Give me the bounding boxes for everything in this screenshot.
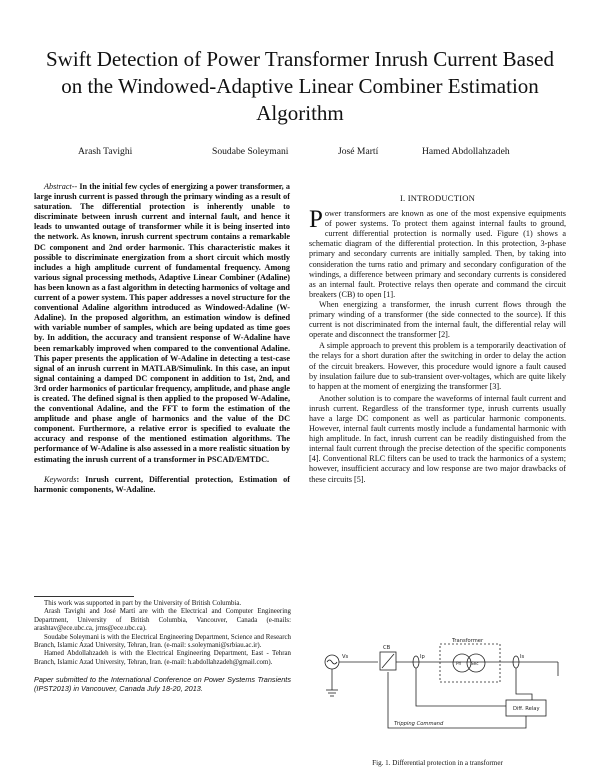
- drop-cap: P: [309, 206, 323, 234]
- cb-label: CB: [383, 645, 391, 651]
- is-label: Is: [520, 654, 525, 660]
- section-heading: I. INTRODUCTION: [399, 193, 476, 203]
- keywords-label: Keywords: [44, 474, 77, 484]
- keywords: [34, 475, 290, 495]
- relay-label: Diff. Relay: [513, 706, 540, 712]
- footnote: Hamed Abdollahzadeh is with the Electrical Engineering Department, East - Tehran Branch, Islamic Azad University, Tehran, Iran. (e-mail: h.abdollahzadeh@gmail.com).: [34, 650, 291, 666]
- sine-wave-icon: [327, 660, 337, 664]
- author-name: Soudabe Soleymani: [212, 146, 289, 157]
- conference-note: Paper submitted to the International Conference on Power Systems Transients (IPST2013) in Vancouver, Canada July 18-20, 2013.: [34, 675, 291, 694]
- keywords-text: : Inrush current, Differential protection, Estimation of harmonic components, W-Adaline.: [34, 474, 290, 494]
- ip-label: Ip: [420, 654, 425, 660]
- footnote: Soudabe Soleymani is with the Electrical Engineering Department, Science and Research Branch, Islamic Azad University, Tehran, Iran. (e-mail: s.soleymani@srbiau.ac.ir).: [34, 633, 291, 650]
- paragraph: When energizing a transformer, the inrush current flows through the primary winding of a transformer (the side connected to the source). If this current is not discriminated from the internal fault, the differential relay will operate and disconnect the transformer [2].: [309, 299, 566, 340]
- vs-label: Vs: [342, 654, 349, 660]
- abstract-text: In the initial few cycles of energizing a power transformer, a large inrush current is passed through the primary winding as a result of saturation. The differential protection is inherently unable to discriminate between inrush current and internal fault, and hence it leads to unwanted outage of transformer while it is being inserted into the network. As known, inrush current spectrum contains a remarkable DC component and 2nd order harmonic. This characteristic makes it possible to discriminate energization from a short circuit which mostly includes a high amplitude current of fundamental frequency. Among various signal processing methods, Adaptive Linear Combiner (Adaline) has been known as a fast algorithm in detecting harmonics of voltage and current of a power system. This paper addresses a novel structure for the conventional Adaline algorithm introduced as Windowed-Adaline (W-Adaline). In the proposed algorithm, an estimation window is defined with variable number of samples, which are being updated as time goes by. In addition, the accuracy and transient response of W-Adaline have been remarkably improved when compared to the conventional Adaline. This paper presents the application of W-Adaline in detecting a test-case signal of an inrush current in MATLAB/Simulink. In this case, an input signal containing a damped DC component in addition to 1st, 2nd, and 3rd order harmonics of particular frequency, amplitude, and phase angle is created. The defined signal is then applied to the proposed W-Adaline, the conventional Adaline, and the FFT to form the estimation of the amplitude and phase angle of harmonics and the value of the DC component. Furthermore, a relative error is specified to evaluate the accuracy and response of the mentioned estimation algorithms. The performance of W-Adaline is also assessed in a more realistic situation by estimating the inrush current of a transformer in PSCAD/EMTDC.: [34, 182, 290, 464]
- footnotes: [34, 600, 291, 693]
- paragraph: A simple approach to prevent this problem is a temporarily deactivation of the relays for a short duration after the switching in order to delay the action of the circuit breakers. However, this procedure would ignore a fault caused by insulation failure due to sub-transient over-voltages, which are quite likely to happen at the moment of energizing the transformer [3].: [309, 341, 566, 391]
- transformer-box: [440, 644, 500, 682]
- paragraph-text: ower transformers are known as one of the most expensive equipments of power systems. To protect them against internal faults to ground, current differential protection is normally used. Figure (1) shows a schematic diagram of the differential protection. In this protection, 3-phase primary and secondary currents are initially sampled. Then, by taking into consideration the turns ratio and primary and secondary configuration of the windings, a difference between primary and secondary currents is considered as an internal fault. Protective relays then operate and command the circuit breakers (CB) to open [1].: [309, 209, 566, 299]
- paper-title: Swift Detection of Power Transformer Inrush Current Based on the Windowed-Adaptive Linear Combiner Estimation Algorithm: [46, 47, 554, 125]
- pri-label: Pri: [456, 661, 462, 666]
- tripping-label: Tripping Command: [394, 721, 444, 727]
- abstract-label: Abstract--: [44, 182, 78, 191]
- paragraph: Another solution is to compare the waveforms of internal fault current and inrush current. Regardless of the transformer type, inrush currents usually have a large DC component as well as particular harmonic components. However, internal fault currents mostly include a fundamental harmonic with high amplitude. In fact, inrush current can be readily distinguished from the internal fault current through the precise detection of the specific components [4]. Conventional RLC filters can be used to track the harmonics of a system; however, insufficient accuracy and low response are two major drawbacks of these circuits [5].: [309, 393, 566, 484]
- author-name: Arash Tavighi: [78, 146, 133, 157]
- left-column: [34, 182, 290, 495]
- footnote: This work was supported in part by the University of British Columbia.: [44, 600, 242, 607]
- sec-label: Sec: [471, 661, 479, 666]
- paragraph: [309, 206, 566, 300]
- differential-protection-diagram: [318, 636, 564, 756]
- right-column: [309, 190, 566, 485]
- figure-caption: Fig. 1. Differential protection in a transformer: [372, 759, 503, 767]
- author-name: José Martí: [338, 146, 379, 157]
- footnote: Arash Tavighi and José Martí are with the Electrical and Computer Engineering Department, University of British Columbia, Vancouver, Canada (e-mails: arashtav@ece.ubc.ca, jrms@ece.ubc.ca).: [34, 608, 291, 633]
- abstract: [34, 182, 290, 465]
- transformer-label: Transformer: [452, 638, 484, 644]
- footnote-divider: [34, 596, 134, 597]
- author-name: Hamed Abdollahzadeh: [422, 146, 510, 157]
